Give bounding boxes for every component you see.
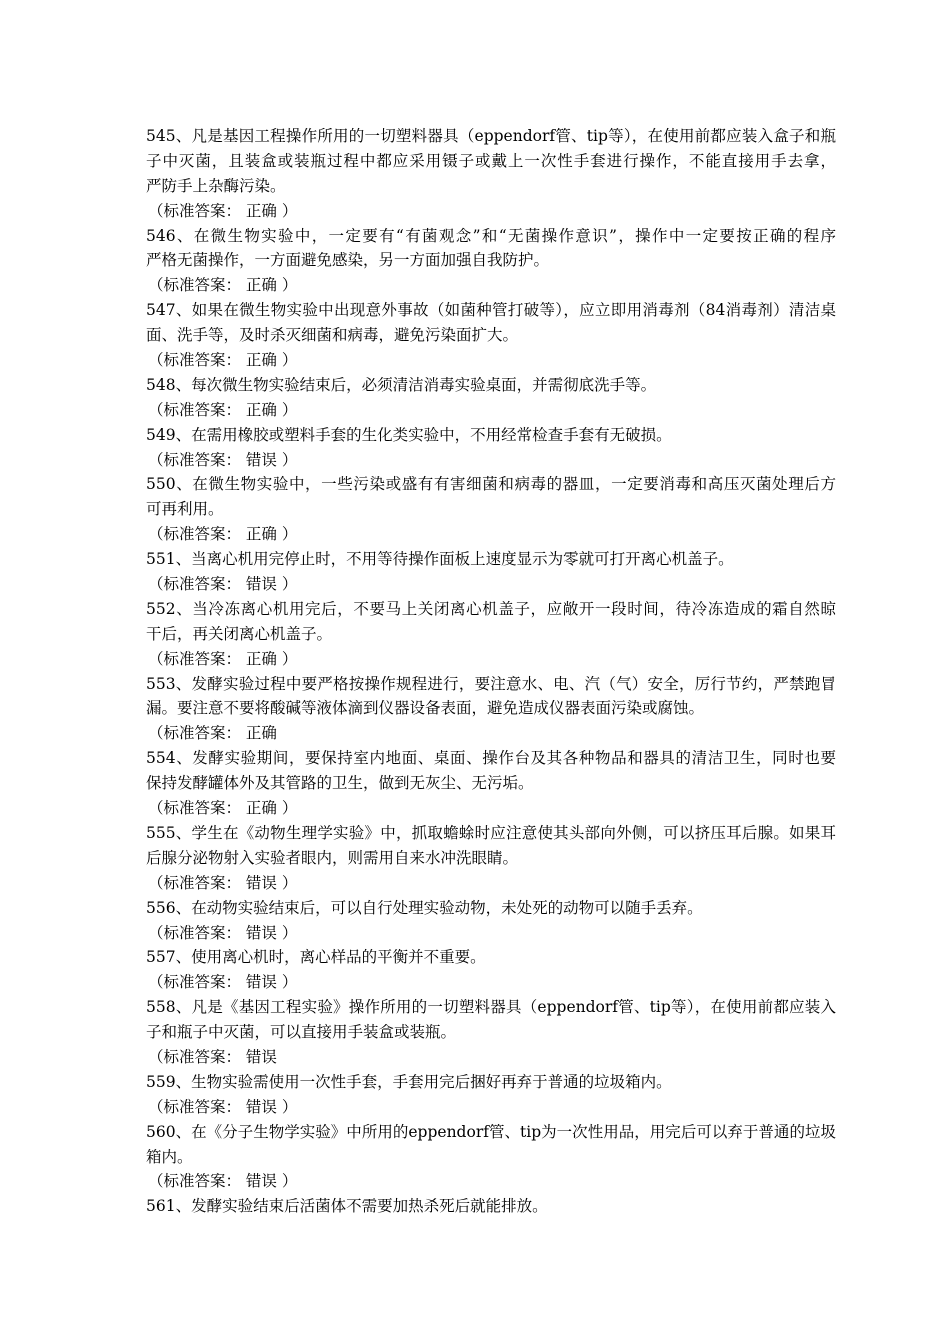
question-line: 545、凡是基因工程操作所用的一切塑料器具（eppendorf管、tip等），在使用前都应装入盒子和瓶 (146, 127, 836, 145)
question-line: 561、发酵实验结束后活菌体不需要加热杀死后就能排放。 (146, 1197, 548, 1216)
question-line: 子和瓶子中灭菌，可以直接用手装盒或装瓶。 (146, 1023, 457, 1042)
question-line: 560、在《分子生物学实验》中所用的eppendorf管、tip为一次性用品，用完后可以弃于普通的垃圾 (146, 1122, 836, 1141)
answer-line: （标准答案： 正确 ） (148, 649, 298, 668)
answer-line: （标准答案： 错误 ） (148, 973, 298, 992)
answer-line: （标准答案： 正确 ） (148, 351, 298, 370)
answer-line: （标准答案： 正确 ） (148, 525, 298, 544)
answer-line: （标准答案： 错误 ） (148, 1097, 298, 1116)
answer-line: （标准答案： 正确 ） (148, 276, 298, 295)
document-body (146, 124, 836, 1219)
question-line: 559、生物实验需使用一次性手套，手套用完后捆好再弃于普通的垃圾箱内。 (146, 1072, 672, 1091)
question-line: 557、使用离心机时，离心样品的平衡并不重要。 (146, 948, 486, 967)
answer-line: （标准答案： 错误 ） (148, 575, 298, 594)
answer-line: （标准答案： 正确 ） (148, 400, 298, 419)
answer-line: （标准答案： 错误 ） (148, 1172, 298, 1191)
answer-line: （标准答案： 正确 ） (148, 201, 298, 220)
question-line: 555、学生在《动物生理学实验》中，抓取蟾蜍时应注意使其头部向外侧，可以挤压耳后腺。如果耳 (146, 823, 836, 842)
question-line: 严格无菌操作，一方面避免感染，另一方面加强自我防护。 (146, 251, 550, 270)
answer-line: （标准答案： 正确 ） (148, 799, 298, 818)
question-line: 548、每次微生物实验结束后，必须清洁消毒实验桌面，并需彻底洗手等。 (146, 375, 657, 394)
answer-line: （标准答案： 错误 ） (148, 923, 298, 942)
question-line: 546、在微生物实验中，一定要有“有菌观念”和“无菌操作意识”，操作中一定要按正确的程序 (146, 226, 836, 245)
question-line: 554、发酵实验期间，要保持室内地面、桌面、操作台及其各种物品和器具的清洁卫生，同时也要 (146, 749, 836, 768)
question-line: 后腺分泌物射入实验者眼内，则需用自来水冲洗眼睛。 (146, 848, 519, 867)
question-line: 保持发酵罐体外及其管路的卫生，做到无灰尘、无污垢。 (146, 774, 534, 793)
question-line: 箱内。 (146, 1147, 193, 1166)
question-line: 面、洗手等，及时杀灭细菌和病毒，避免污染面扩大。 (146, 326, 519, 345)
question-line: 558、凡是《基因工程实验》操作所用的一切塑料器具（eppendorf管、tip等），在使用前都应装入 (146, 998, 836, 1017)
question-line: 547、如果在微生物实验中出现意外事故（如菌种管打破等），应立即用消毒剂（84消毒剂）清洁桌 (146, 301, 836, 320)
answer-line: （标准答案： 正确 (148, 724, 277, 743)
question-line: 551、当离心机用完停止时，不用等待操作面板上速度显示为零就可打开离心机盖子。 (146, 550, 734, 569)
question-line: 子中灭菌，且装盒或装瓶过程中都应采用镊子或戴上一次性手套进行操作，不能直接用手去拿， (146, 151, 836, 170)
question-line: 漏。要注意不要将酸碱等液体滴到仪器设备表面，避免造成仪器表面污染或腐蚀。 (146, 699, 705, 718)
question-line: 549、在需用橡胶或塑料手套的生化类实验中，不用经常检查手套有无破损。 (146, 425, 672, 444)
question-line: 严防手上杂酶污染。 (146, 176, 286, 195)
question-line: 553、发酵实验过程中要严格按操作规程进行，要注意水、电、汽（气）安全，厉行节约，严禁跑冒 (146, 674, 836, 693)
question-line: 552、当冷冻离心机用完后，不要马上关闭离心机盖子，应敞开一段时间，待冷冻造成的霜自然晾 (146, 599, 836, 618)
question-line: 556、在动物实验结束后，可以自行处理实验动物，未处死的动物可以随手丢弃。 (146, 898, 703, 917)
answer-line: （标准答案： 错误 ） (148, 450, 298, 469)
answer-line: （标准答案： 错误 (148, 1047, 277, 1066)
question-line: 干后，再关闭离心机盖子。 (146, 624, 333, 643)
question-line: 550、在微生物实验中，一些污染或盛有有害细菌和病毒的器皿，一定要消毒和高压灭菌处理后方 (146, 475, 836, 494)
answer-line: （标准答案： 错误 ） (148, 873, 298, 892)
question-line: 可再利用。 (146, 500, 224, 519)
